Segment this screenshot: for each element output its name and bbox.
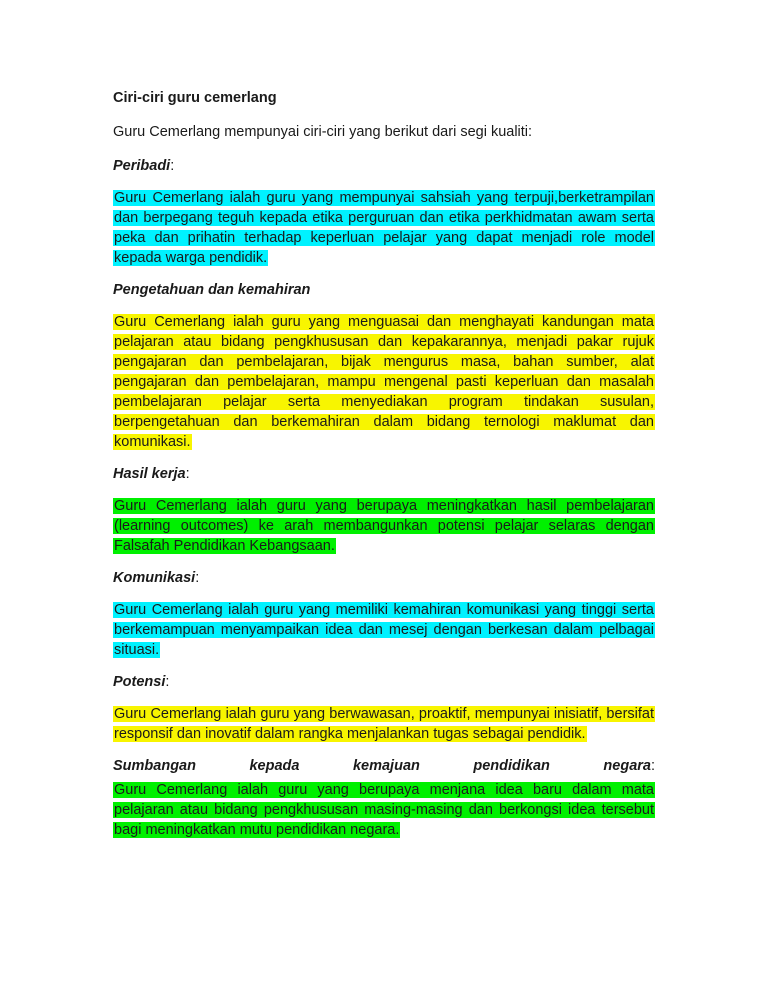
section-heading-pengetahuan — [113, 278, 655, 302]
highlighted-text: Guru Cemerlang ialah guru yang mempunyai sahsiah yang terpuji,berketrampilan dan berpegang teguh kepada etika perguruan dan etika perkhidmatan awam serta peka dan prihatin terhadap keperluan pelajar yang dapat menjadi role model kepada warga pendidik. — [114, 190, 654, 266]
section-heading-label: Pengetahuan dan kemahiran — [113, 282, 311, 298]
section-heading-potensi — [113, 670, 655, 694]
heading-colon: : — [165, 674, 170, 690]
section-heading-sumbangan — [113, 754, 655, 778]
section-body-peribadi — [113, 188, 655, 268]
section-body-hasil-kerja — [113, 496, 655, 556]
section-body-sumbangan — [113, 780, 655, 840]
highlighted-text: Guru Cemerlang ialah guru yang berupaya meningkatkan hasil pembelajaran (learning outcomes) ke arah membangunkan potensi pelajar selaras dengan Falsafah Pendidikan Kebangsaan. — [114, 498, 654, 554]
document-title: Ciri-ciri guru cemerlang — [113, 90, 277, 106]
section-body-pengetahuan — [113, 312, 655, 452]
highlighted-text: Guru Cemerlang ialah guru yang memiliki kemahiran komunikasi yang tinggi serta berkemampuan menyampaikan idea dan mesej dengan berkesan dalam pelbagai situasi. — [114, 602, 654, 658]
highlighted-text: Guru Cemerlang ialah guru yang berwawasan, proaktif, mempunyai inisiatif, bersifat responsif dan inovatif dalam rangka menjalankan tugas sebagai pendidik. — [114, 706, 654, 742]
section-heading-label: Hasil kerja — [113, 466, 186, 482]
highlighted-text: Guru Cemerlang ialah guru yang menguasai dan menghayati kandungan mata pelajaran atau bidang pengkhususan dan kepakarannya, menjadi pakar rujuk pengajaran dan pembelajaran, bijak mengurus masa, bahan sumber, alat pengajaran dan pembelajaran, mampu mengenal pasti keperluan dan masalah pembelajaran pelajar serta menyediakan program tindakan susulan, berpengetahuan dan berkemahiran dalam bidang ternologi maklumat dan komunikasi. — [114, 314, 654, 450]
section-heading-komunikasi — [113, 566, 655, 590]
heading-colon: : — [170, 158, 175, 174]
heading-colon: : — [650, 758, 655, 774]
section-heading-label: Komunikasi — [113, 570, 196, 586]
section-heading-label: Potensi — [113, 674, 166, 690]
document-page — [113, 86, 655, 840]
section-heading-label: Peribadi — [113, 158, 171, 174]
heading-colon: : — [195, 570, 200, 586]
section-body-potensi — [113, 704, 655, 744]
intro-text: Guru Cemerlang mempunyai ciri-ciri yang berikut dari segi kualiti: — [113, 124, 533, 140]
section-heading-peribadi — [113, 154, 655, 178]
section-heading-hasil-kerja — [113, 462, 655, 486]
highlighted-text: Guru Cemerlang ialah guru yang berupaya menjana idea baru dalam mata pelajaran atau bidang pengkhususan masing-masing dan berkongsi idea tersebut bagi meningkatkan mutu pendidikan negara. — [114, 782, 654, 838]
heading-colon: : — [185, 466, 190, 482]
section-heading-label: Sumbangan kepada kemajuan pendidikan negara — [113, 758, 651, 774]
section-body-komunikasi — [113, 600, 655, 660]
